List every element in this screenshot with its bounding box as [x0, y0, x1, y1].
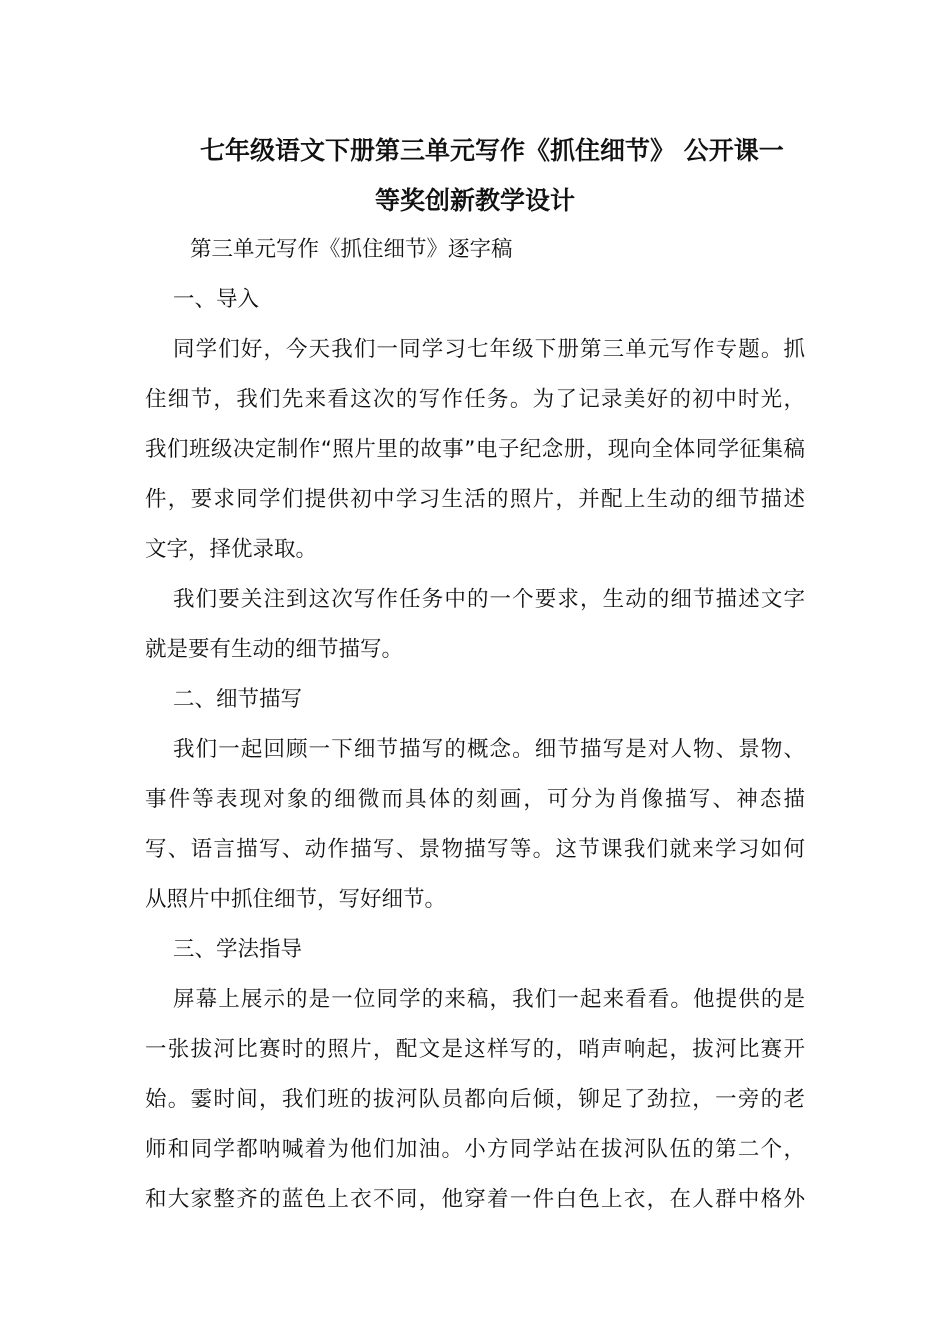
paragraph-line: 事件等表现对象的细微而具体的刻画，可分为肖像描写、神态描: [145, 787, 805, 812]
paragraph-line: 件，要求同学们提供初中学习生活的照片，并配上生动的细节描述: [145, 487, 805, 512]
paragraph-line: 我们要关注到这次写作任务中的一个要求，生动的细节描述文字: [173, 587, 805, 612]
paragraph-line: 和大家整齐的蓝色上衣不同，他穿着一件白色上衣，在人群中格外: [145, 1187, 805, 1212]
document-title-line-2: 等奖创新教学设计: [374, 186, 575, 215]
section-heading-detail: 二、细节描写: [173, 687, 303, 712]
subtitle: 第三单元写作《抓住细节》逐字稿: [190, 237, 513, 262]
paragraph-line: 同学们好，今天我们一同学习七年级下册第三单元写作专题。抓: [173, 337, 805, 362]
paragraph-line: 住细节，我们先来看这次的写作任务。为了记录美好的初中时光，: [145, 387, 805, 412]
paragraph-line: 始。霎时间，我们班的拔河队员都向后倾，铆足了劲拉，一旁的老: [145, 1087, 805, 1112]
paragraph-line: 写、语言描写、动作描写、景物描写等。这节课我们就来学习如何: [145, 837, 805, 862]
paragraph-line: 我们一起回顾一下细节描写的概念。细节描写是对人物、景物、: [173, 737, 805, 762]
paragraph-line: 屏幕上展示的是一位同学的来稿，我们一起来看看。他提供的是: [173, 987, 805, 1012]
paragraph-line: 师和同学都呐喊着为他们加油。小方同学站在拔河队伍的第二个，: [145, 1137, 805, 1162]
paragraph-line: 从照片中抓住细节，写好细节。: [145, 887, 447, 912]
paragraph-line: 我们班级决定制作“照片里的故事”电子纪念册，现向全体同学征集稿: [145, 437, 805, 462]
section-heading-intro: 一、导入: [173, 287, 260, 312]
paragraph-line: 文字，择优录取。: [145, 537, 318, 562]
paragraph-line: 一张拔河比赛时的照片，配文是这样写的，哨声响起，拔河比赛开: [145, 1037, 805, 1062]
section-heading-method: 三、学法指导: [173, 937, 303, 962]
paragraph-line: 就是要有生动的细节描写。: [145, 637, 404, 662]
document-title-line-1: 七年级语文下册第三单元写作《抓住细节》 公开课一: [200, 136, 784, 165]
